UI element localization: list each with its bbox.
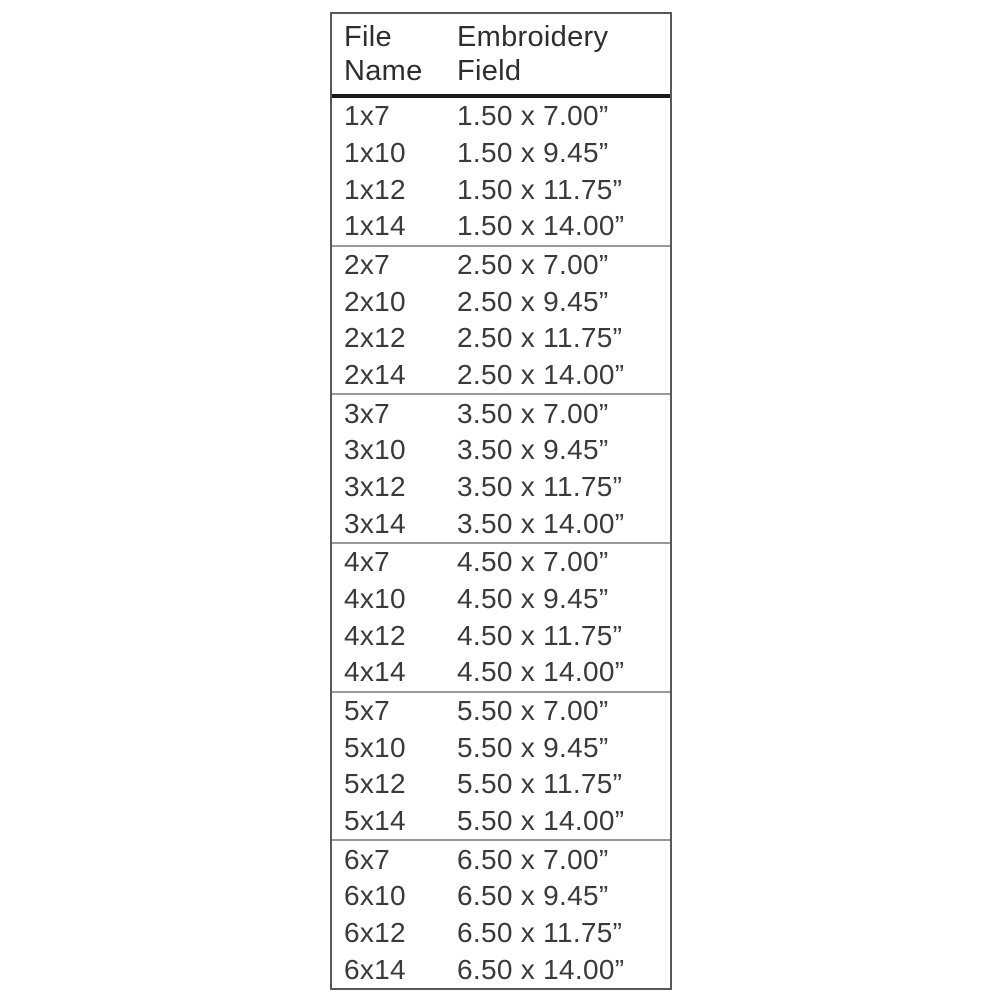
table-row: [332, 841, 670, 878]
table-row: [332, 98, 670, 135]
embroidery-field-cell: 4.50 x 11.75”: [457, 619, 623, 651]
header-embroidery-field: [457, 20, 670, 88]
header-embroidery-field-line1: Embroidery: [457, 21, 609, 53]
table-row: [332, 915, 670, 952]
file-name-cell: 3x10: [344, 434, 406, 466]
embroidery-field-cell: 6.50 x 11.75”: [457, 917, 623, 949]
file-name-cell: 5x12: [344, 768, 406, 800]
table-row: [332, 320, 670, 357]
file-name-cell: 2x12: [344, 322, 406, 354]
file-name-cell: 1x12: [344, 173, 406, 205]
table-row: [332, 654, 670, 691]
embroidery-field-cell: 4.50 x 7.00”: [457, 546, 609, 578]
file-name-cell: 3x7: [344, 397, 391, 429]
table-row: [332, 581, 670, 618]
header-file-name-line1: File: [344, 21, 392, 53]
table-row: [332, 171, 670, 208]
embroidery-field-cell: 1.50 x 9.45”: [457, 137, 609, 168]
file-name-cell: 3x14: [344, 507, 406, 539]
file-name-cell: 4x7: [344, 546, 391, 578]
file-name-cell: 1x14: [344, 210, 406, 242]
file-name-cell: 5x14: [344, 805, 406, 837]
table-row: [332, 766, 670, 803]
size-chart-table: [330, 12, 672, 990]
embroidery-field-cell: 3.50 x 11.75”: [457, 471, 623, 503]
row-group: [332, 393, 670, 542]
table-row: [332, 395, 670, 432]
embroidery-field-cell: 3.50 x 7.00”: [457, 397, 609, 429]
embroidery-field-cell: 2.50 x 14.00”: [457, 359, 625, 391]
file-name-cell: 2x7: [344, 249, 391, 280]
row-group: [332, 542, 670, 691]
file-name-cell: 6x12: [344, 917, 406, 949]
embroidery-field-cell: 6.50 x 7.00”: [457, 843, 609, 875]
table-row: [332, 951, 670, 988]
embroidery-field-cell: 3.50 x 14.00”: [457, 507, 625, 539]
embroidery-field-cell: 1.50 x 7.00”: [457, 100, 609, 132]
embroidery-field-cell: 6.50 x 14.00”: [457, 953, 625, 985]
table-row: [332, 469, 670, 506]
header-file-name: [332, 20, 457, 88]
table-row: [332, 803, 670, 840]
embroidery-field-cell: 1.50 x 11.75”: [457, 173, 623, 205]
embroidery-field-cell: 5.50 x 14.00”: [457, 805, 625, 837]
embroidery-field-cell: 2.50 x 7.00”: [457, 249, 609, 280]
file-name-cell: 6x14: [344, 953, 406, 985]
embroidery-field-cell: 5.50 x 11.75”: [457, 768, 623, 800]
table-row: [332, 208, 670, 245]
file-name-cell: 3x12: [344, 471, 406, 503]
row-group: [332, 839, 670, 988]
table-row: [332, 283, 670, 320]
table-row: [332, 432, 670, 469]
file-name-cell: 4x12: [344, 619, 406, 651]
table-row: [332, 505, 670, 542]
embroidery-field-cell: 3.50 x 9.45”: [457, 434, 609, 466]
embroidery-field-cell: 2.50 x 11.75”: [457, 322, 623, 354]
file-name-cell: 5x7: [344, 695, 391, 727]
table-row: [332, 357, 670, 394]
table-row: [332, 693, 670, 730]
table-row: [332, 135, 670, 172]
header-embroidery-field-line2: Field: [457, 55, 522, 87]
file-name-cell: 1x10: [344, 137, 406, 168]
file-name-cell: 6x10: [344, 880, 406, 912]
embroidery-field-cell: 4.50 x 9.45”: [457, 583, 609, 615]
row-group: [332, 691, 670, 840]
file-name-cell: 6x7: [344, 843, 391, 875]
embroidery-field-cell: 6.50 x 9.45”: [457, 880, 609, 912]
file-name-cell: 5x10: [344, 731, 406, 763]
file-name-cell: 2x10: [344, 285, 406, 317]
embroidery-field-cell: 4.50 x 14.00”: [457, 656, 625, 688]
table-header: [332, 14, 670, 98]
table-row: [332, 544, 670, 581]
row-group: [332, 98, 670, 245]
embroidery-field-cell: 1.50 x 14.00”: [457, 210, 625, 242]
embroidery-field-cell: 5.50 x 7.00”: [457, 695, 609, 727]
header-file-name-line2: Name: [344, 55, 423, 87]
table-row: [332, 729, 670, 766]
table-row: [332, 878, 670, 915]
file-name-cell: 4x10: [344, 583, 406, 615]
embroidery-field-cell: 2.50 x 9.45”: [457, 285, 609, 317]
table-row: [332, 247, 670, 284]
table-row: [332, 617, 670, 654]
row-group: [332, 245, 670, 394]
table-body: [332, 98, 670, 988]
file-name-cell: 2x14: [344, 359, 406, 391]
file-name-cell: 4x14: [344, 656, 406, 688]
embroidery-field-cell: 5.50 x 9.45”: [457, 731, 609, 763]
file-name-cell: 1x7: [344, 100, 391, 132]
